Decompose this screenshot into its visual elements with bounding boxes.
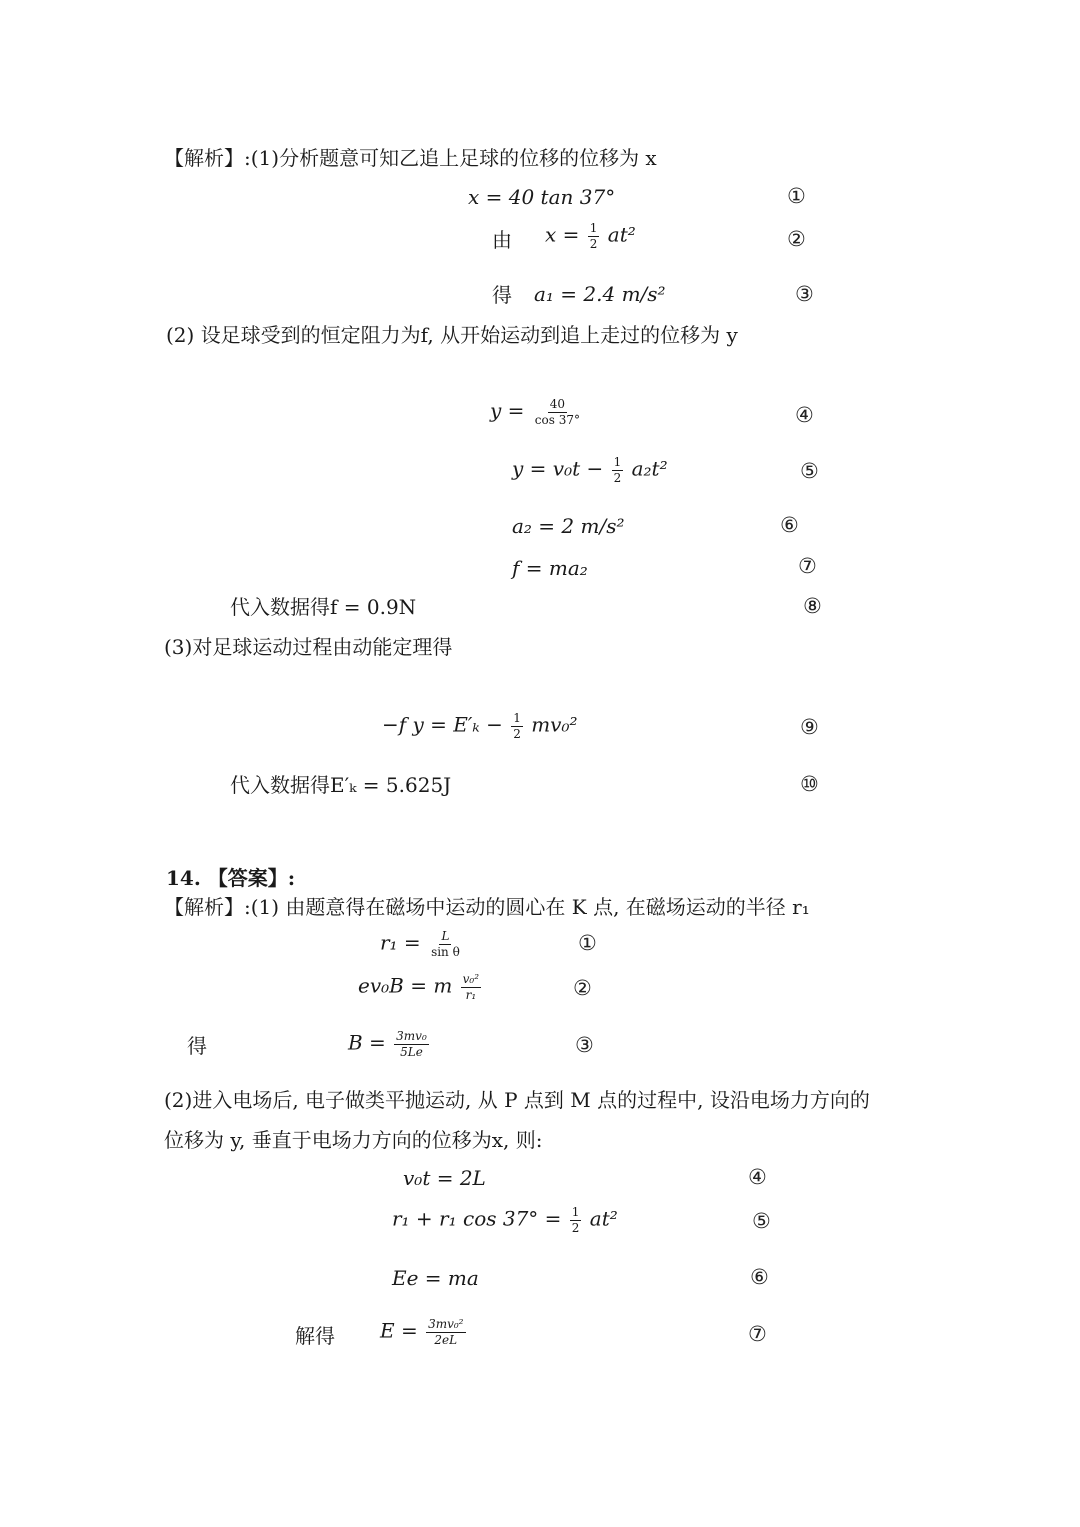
marker-9: ⑨ [800, 715, 819, 739]
marker-3: ③ [575, 1033, 594, 1057]
frac-den: 2 [589, 236, 598, 251]
frac-num: 1 [589, 221, 598, 235]
s13-eq6: a₂ = 2 m/s² [512, 514, 625, 538]
frac-den: 2 [613, 470, 622, 485]
frac-num: 3mv₀² [428, 1317, 464, 1331]
s14-eq2-lhs: ev₀B = m [358, 973, 453, 998]
s14-eq5 [392, 1206, 618, 1234]
marker-2: ② [787, 227, 806, 251]
s14-heading: 14. 【答案】: [166, 866, 296, 890]
marker-7: ⑦ [748, 1322, 767, 1346]
s13-eq2-rhs: at² [607, 222, 636, 247]
marker-7: ⑦ [798, 554, 817, 578]
fraction-half [612, 456, 624, 484]
s13-eq9-lhs: −f y = E′ₖ − [382, 712, 503, 737]
marker-1: ① [578, 931, 597, 955]
s14-eq1-frac [429, 930, 462, 958]
s14-eq2 [358, 973, 483, 1001]
marker-6: ⑥ [780, 513, 799, 537]
s14-intro: 【解析】:(1) 由题意得在磁场中运动的圆心在 K 点, 在磁场运动的半径 r₁ [164, 895, 810, 919]
s14-eq7-frac [426, 1318, 465, 1346]
frac-den: r₁ [465, 987, 477, 1002]
s14-part2-line1: (2)进入电场后, 电子做类平抛运动, 从 P 点到 M 点的过程中, 设沿电场力方向的 [164, 1088, 870, 1112]
fraction-half [570, 1206, 582, 1234]
s14-part2-line2: 位移为 y, 垂直于电场力方向的位移为x, 则: [164, 1128, 543, 1152]
fraction-half [511, 712, 523, 740]
frac-den: 2eL [434, 1332, 458, 1347]
s14-eq1 [380, 930, 464, 958]
frac-den: 2 [513, 726, 521, 741]
s13-eq2 [545, 222, 636, 250]
marker-4: ④ [748, 1165, 767, 1189]
s13-eq5-lhs: y = v₀t − [512, 456, 604, 481]
marker-3: ③ [795, 282, 814, 306]
frac-den: 5Le [400, 1044, 423, 1059]
s13-eq1: x = 40 tan 37° [468, 185, 616, 209]
marker-4: ④ [795, 403, 814, 427]
s14-eq1-lhs: r₁ = [380, 930, 421, 955]
s14-eq7-jie: 解得 [295, 1324, 335, 1348]
s14-eq3-frac [394, 1030, 429, 1058]
s13-eq7: f = ma₂ [512, 556, 588, 580]
s14-eq3-de: 得 [187, 1034, 207, 1058]
marker-1: ① [787, 184, 806, 208]
s14-eq7 [380, 1318, 468, 1346]
frac-num: 1 [571, 1205, 580, 1219]
s13-eq5-rhs: a₂t² [631, 456, 668, 481]
frac-den: sin θ [431, 944, 460, 959]
marker-10: ⑩ [800, 772, 819, 796]
marker-5: ⑤ [800, 459, 819, 483]
s13-eq2-you: 由 [492, 228, 512, 252]
s14-eq3 [348, 1030, 431, 1058]
marker-5: ⑤ [752, 1209, 771, 1233]
s13-eq9-rhs: mv₀² [531, 712, 578, 737]
s14-eq5-rhs: at² [589, 1206, 618, 1231]
s14-eq4: v₀t = 2L [403, 1166, 486, 1190]
marker-2: ② [573, 976, 592, 1000]
frac-num: 1 [613, 455, 622, 469]
s13-eq3: a₁ = 2.4 m/s² [534, 282, 666, 306]
s14-eq3-lhs: B = [348, 1030, 386, 1055]
s13-part3: (3)对足球运动过程由动能定理得 [164, 635, 453, 659]
frac-num: 1 [513, 711, 521, 725]
s13-eq2-lhs: x = [545, 222, 580, 247]
s14-eq7-lhs: E = [380, 1318, 418, 1343]
s14-eq6: Ee = ma [392, 1266, 479, 1290]
s13-eq4-frac [533, 398, 582, 426]
s13-eq4 [490, 398, 584, 426]
frac-num: 3mv₀ [396, 1029, 427, 1043]
s13-sub-ek: 代入数据得E′ₖ = 5.625J [230, 773, 452, 797]
s14-eq2-frac [461, 973, 481, 1001]
fraction-half [588, 222, 600, 250]
marker-8: ⑧ [803, 594, 822, 618]
s13-intro: 【解析】:(1)分析题意可知乙追上足球的位移的位移为 x [164, 146, 657, 170]
frac-num: 40 [549, 397, 566, 411]
s13-eq3-de: 得 [492, 283, 512, 307]
frac-den: 2 [571, 1220, 580, 1235]
frac-num: v₀² [462, 972, 480, 986]
s14-eq5-lhs: r₁ + r₁ cos 37° = [392, 1206, 562, 1231]
marker-6: ⑥ [750, 1265, 769, 1289]
s13-eq4-lhs: y = [490, 398, 525, 423]
s13-eq9 [382, 712, 578, 740]
s13-part2: (2) 设足球受到的恒定阻力为f, 从开始运动到追上走过的位移为 y [166, 323, 738, 347]
s13-eq5 [512, 456, 668, 484]
frac-den: cos 37° [534, 412, 580, 427]
s13-sub-f: 代入数据得f = 0.9N [230, 595, 417, 619]
frac-num: L [441, 929, 450, 943]
